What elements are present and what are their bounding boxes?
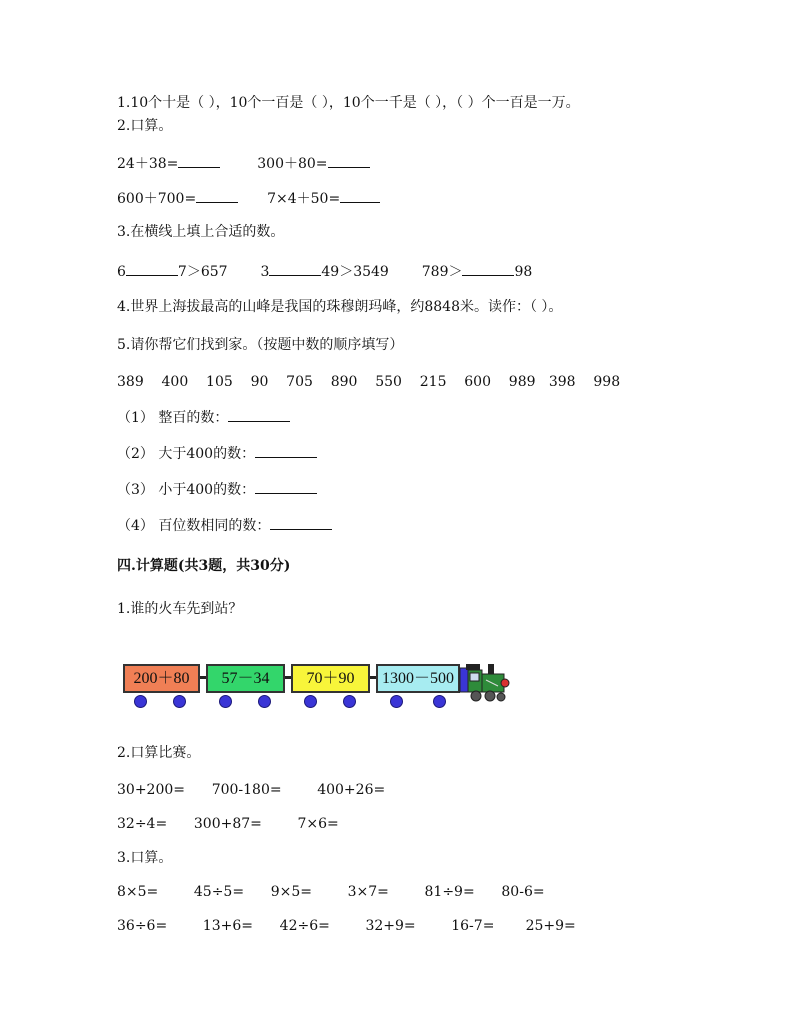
wheel: [258, 695, 271, 708]
question-1: 1.10个十是（ ），10个一百是（ ），10个一千是（ ），（ ）个一百是一万。: [117, 95, 580, 111]
answer-blank[interactable]: [462, 261, 514, 276]
train-car-1: 200＋80: [123, 664, 200, 693]
answer-blank[interactable]: [328, 153, 370, 168]
expr: 300＋80=: [257, 156, 328, 172]
train-car-4: 1300－500: [376, 664, 460, 693]
post: 98: [514, 264, 533, 280]
post: 7＞657: [177, 264, 228, 280]
question-5-title: 5.请你帮它们找到家。（按题中数的顺序填写）: [117, 337, 404, 353]
calc-1-title: 1.谁的火车先到站？: [117, 601, 243, 617]
question-2-title: 2.口算。: [117, 118, 173, 134]
wheel: [433, 695, 446, 708]
train-car-3: 70＋90: [291, 664, 370, 693]
expr: 24＋38=: [117, 156, 179, 172]
expr: 600＋700=: [117, 191, 197, 207]
locomotive-icon: [458, 658, 512, 704]
calc-2-title: 2.口算比赛。: [117, 745, 201, 761]
wheel: [304, 695, 317, 708]
answer-blank[interactable]: [228, 407, 290, 422]
question-3-title: 3.在横线上填上合适的数。: [117, 224, 285, 240]
question-5-sub-1: [117, 407, 290, 427]
sub-label: （1） 整百的数：: [117, 410, 229, 426]
calc-3-title: 3.口算。: [117, 850, 173, 866]
section-4-title: 四.计算题(共3题，共30分): [117, 558, 291, 574]
calc-2-row-2: 32÷4= 300+87= 7×6=: [117, 816, 339, 832]
answer-blank[interactable]: [269, 261, 321, 276]
question-3-row: [117, 261, 532, 281]
wheel: [219, 695, 232, 708]
pre: 789＞: [421, 264, 463, 280]
answer-blank[interactable]: [340, 188, 380, 203]
sub-label: （2） 大于400的数：: [117, 446, 256, 462]
answer-blank[interactable]: [178, 153, 220, 168]
answer-blank[interactable]: [255, 443, 317, 458]
question-2-row-2: [117, 188, 380, 208]
calc-2-row-1: 30+200= 700-180= 400+26=: [117, 782, 386, 798]
answer-blank[interactable]: [126, 261, 178, 276]
question-5-sub-3: [117, 479, 317, 499]
question-2-row-1: [117, 153, 370, 173]
sub-label: （4） 百位数相同的数：: [117, 518, 271, 534]
question-5-sub-2: [117, 443, 317, 463]
wheel: [134, 695, 147, 708]
answer-blank[interactable]: [196, 188, 238, 203]
calc-3-row-2: 36÷6= 13+6= 42÷6= 32+9= 16-7= 25+9=: [117, 918, 576, 934]
question-5-sub-4: [117, 515, 332, 535]
question-5-numbers: 389 400 105 90 705 890 550 215 600 989 398 998: [117, 374, 621, 390]
pre: 6: [117, 264, 126, 280]
wheel: [390, 695, 403, 708]
sub-label: （3） 小于400的数：: [117, 482, 256, 498]
post: 49＞3549: [321, 264, 389, 280]
pre: 3: [260, 264, 270, 280]
calc-3-row-1: 8×5= 45÷5= 9×5= 3×7= 81÷9= 80-6=: [117, 884, 545, 900]
wheel: [343, 695, 356, 708]
train-illustration: [118, 658, 512, 710]
question-4: 4.世界上海拔最高的山峰是我国的珠穆朗玛峰，约8848米。读作：（ ）。: [117, 299, 563, 315]
train-car-2: 57－34: [206, 664, 285, 693]
answer-blank[interactable]: [255, 479, 317, 494]
answer-blank[interactable]: [270, 515, 332, 530]
wheel: [173, 695, 186, 708]
expr: 7×4＋50=: [267, 191, 341, 207]
